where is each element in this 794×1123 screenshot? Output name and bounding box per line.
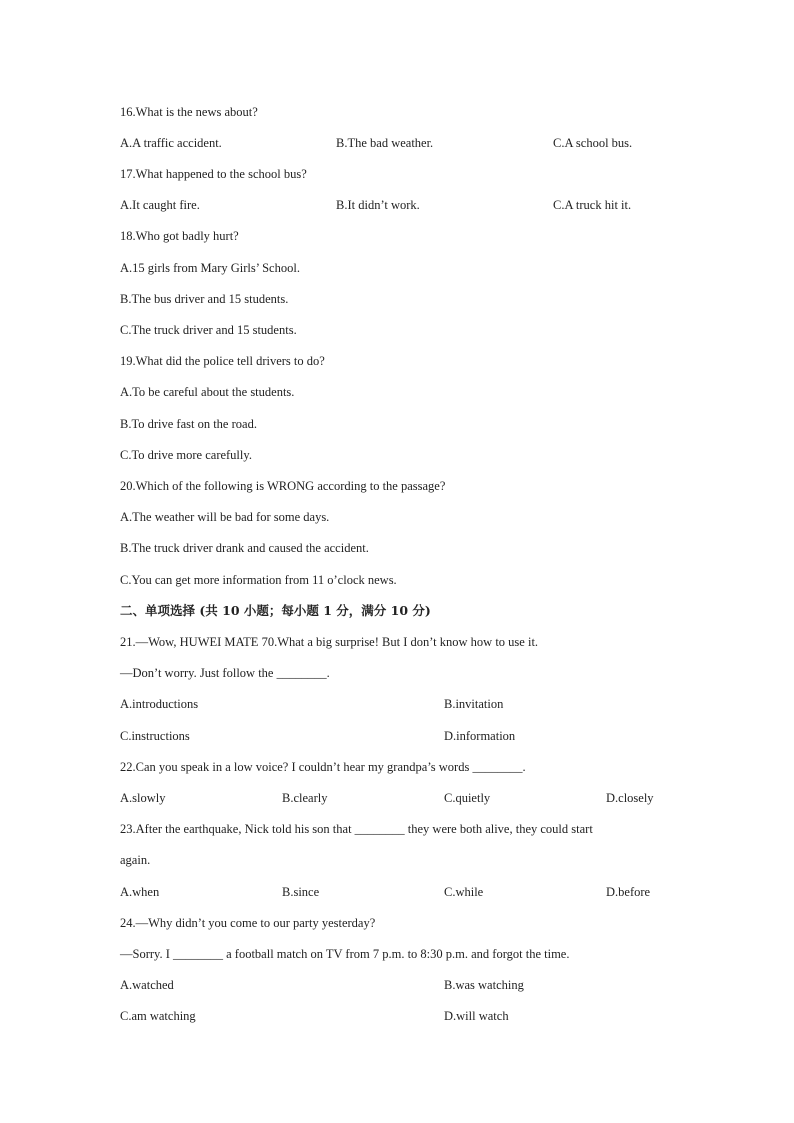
option-c: C.To drive more carefully. <box>120 448 252 462</box>
option-a: A.The weather will be bad for some days. <box>120 510 330 524</box>
option-b: B.invitation <box>444 697 504 711</box>
option-a: A.when <box>120 885 160 899</box>
question-16-stem: 16.What is the news about? <box>120 105 258 119</box>
question-21-stem-reply: —Don’t worry. Just follow the ________. <box>120 666 330 680</box>
question-21-options-row2 <box>120 728 680 744</box>
option-c: C.A school bus. <box>553 136 633 150</box>
option-d: D.closely <box>606 791 654 805</box>
question-23-stem-continued: again. <box>120 853 151 867</box>
option-b: B.To drive fast on the road. <box>120 417 257 431</box>
option-d: D.information <box>444 729 516 743</box>
option-c: C.A truck hit it. <box>553 198 632 212</box>
option-a: A.slowly <box>120 791 166 805</box>
option-a: A.15 girls from Mary Girls’ School. <box>120 261 300 275</box>
question-24-options-row1 <box>120 977 680 993</box>
option-c: C.am watching <box>120 1009 196 1023</box>
option-c: C.The truck driver and 15 students. <box>120 323 297 337</box>
question-22-options <box>120 790 680 806</box>
option-a: A.introductions <box>120 697 199 711</box>
option-c: C.You can get more information from 11 o’clock news. <box>120 573 397 587</box>
section-heading: 二、单项选择 (共 10 小题；每小题 1 分，满分 10 分) <box>120 603 431 618</box>
question-23-stem: 23.After the earthquake, Nick told his son that ________ they were both alive, they could start <box>120 822 593 836</box>
option-b: B.was watching <box>444 978 524 992</box>
question-19-stem: 19.What did the police tell drivers to do? <box>120 354 325 368</box>
question-16-options <box>120 135 680 151</box>
question-18-stem: 18.Who got badly hurt? <box>120 229 239 243</box>
option-b: B.The bus driver and 15 students. <box>120 292 289 306</box>
option-c: C.quietly <box>444 791 491 805</box>
option-d: D.will watch <box>444 1009 509 1023</box>
option-a: A.To be careful about the students. <box>120 385 295 399</box>
question-17-stem: 17.What happened to the school bus? <box>120 167 307 181</box>
question-22-stem: 22.Can you speak in a low voice? I couldn’t hear my grandpa’s words ________. <box>120 760 526 774</box>
option-b: B.The bad weather. <box>336 136 434 150</box>
question-17-options <box>120 197 680 213</box>
option-a: A.watched <box>120 978 174 992</box>
question-20-stem: 20.Which of the following is WRONG according to the passage? <box>120 479 446 493</box>
option-b: B.since <box>282 885 320 899</box>
question-24-stem: 24.—Why didn’t you come to our party yesterday? <box>120 916 376 930</box>
option-d: D.before <box>606 885 651 899</box>
question-21-stem: 21.—Wow, HUWEI MATE 70.What a big surprise! But I don’t know how to use it. <box>120 635 539 649</box>
option-b: B.The truck driver drank and caused the accident. <box>120 541 369 555</box>
option-c: C.while <box>444 885 484 899</box>
question-23-options <box>120 884 680 900</box>
question-24-stem-reply: —Sorry. I ________ a football match on TV from 7 p.m. to 8:30 p.m. and forgot the time. <box>120 947 570 961</box>
option-a: A.It caught fire. <box>120 198 200 212</box>
option-a: A.A traffic accident. <box>120 136 222 150</box>
option-b: B.It didn’t work. <box>336 198 420 212</box>
question-24-options-row2 <box>120 1008 680 1024</box>
question-21-options-row1 <box>120 696 680 712</box>
option-c: C.instructions <box>120 729 190 743</box>
option-b: B.clearly <box>282 791 328 805</box>
